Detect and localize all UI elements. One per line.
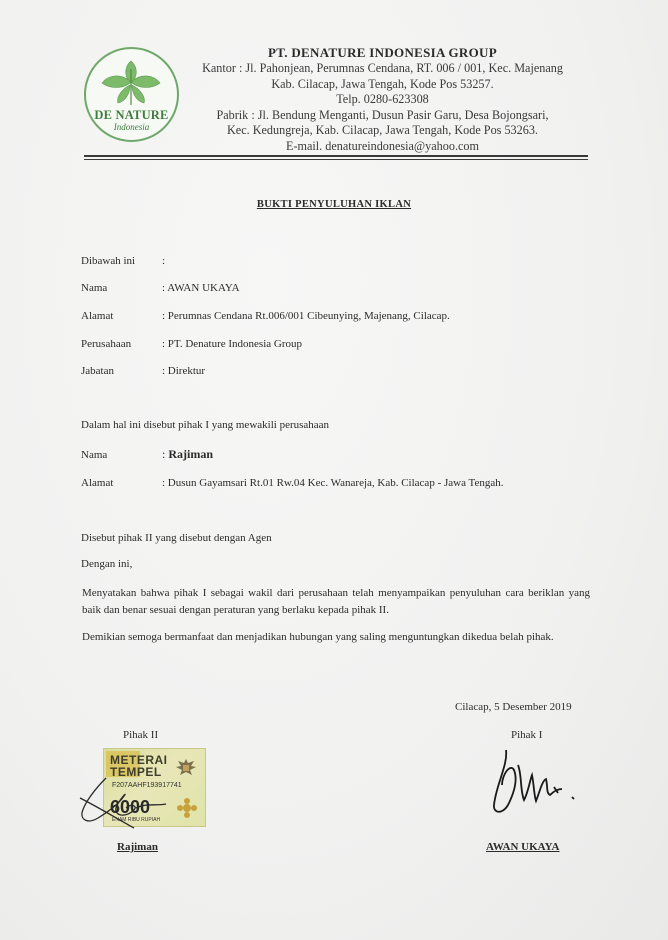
header-divider-thin: [84, 159, 588, 160]
document-title: BUKTI PENYULUHAN IKLAN: [256, 199, 412, 210]
party2-name-label: Nama: [81, 449, 108, 461]
party2-name-colon: :: [162, 447, 169, 461]
party2-address-value: : Dusun Gayamsari Rt.01 Rw.04 Kec. Wanareja, Kab. Cilacap - Jawa Tengah.: [162, 477, 504, 489]
party1-company-value: : PT. Denature Indonesia Group: [162, 338, 303, 350]
party1-position-label: Jabatan: [81, 365, 114, 377]
party1-position-value: : Direktur: [162, 365, 206, 377]
intro-label: Dibawah ini: [81, 255, 136, 267]
header-divider-thick: [84, 155, 588, 157]
factory-address-line2: Kec. Kedungreja, Kab. Cilacap, Jawa Tengah, Kode Pos 53263.: [227, 123, 538, 138]
party1-address-label: Alamat: [81, 310, 114, 322]
logo-subtitle: Indonesia: [113, 122, 150, 132]
right-signature-label: Pihak I: [511, 729, 543, 741]
company-logo: [84, 47, 179, 142]
stamp-subtitle: TEMPEL: [110, 765, 162, 779]
office-address-line1: Kantor : Jl. Pahonjean, Perumnas Cendana, RT. 006 / 001, Kec. Majenang: [202, 61, 563, 75]
intro-colon: :: [162, 255, 166, 267]
party2-name-row: [162, 447, 213, 462]
left-signatory-name: Rajiman: [117, 841, 158, 853]
stamp-amount-words: ENAM RIBU RUPIAH: [112, 817, 161, 823]
party1-address-value: : Perumnas Cendana Rt.006/001 Cibeunying, Majenang, Cilacap.: [162, 310, 450, 322]
right-signatory-name: AWAN UKAYA: [486, 841, 560, 853]
party2-name-value: Rajiman: [168, 447, 214, 461]
stamp-serial: F207AAHF193917741: [112, 782, 182, 789]
place-date: Cilacap, 5 Desember 2019: [455, 701, 572, 713]
rajiman-signature: [76, 758, 206, 833]
company-name: PT. DENATURE INDONESIA GROUP: [268, 45, 497, 60]
stamp-title: METERAI: [110, 753, 168, 767]
factory-address-line1: Pabrik : Jl. Bendung Menganti, Dusun Pasir Garu, Desa Bojongsari,: [216, 107, 549, 122]
party1-note: Dalam hal ini disebut pihak I yang mewakili perusahaan: [81, 419, 330, 431]
awan-ukaya-signature: [488, 745, 588, 820]
party1-company-label: Perusahaan: [81, 338, 132, 350]
statement-paragraph: Menyatakan bahwa pihak I sebagai wakil dari perusahaan telah menyampaikan penyuluhan cara beriklan yang baik dan benar sesuai dengan peraturan yang berlaku kepada pihak II.: [82, 587, 590, 616]
party1-name-value: : AWAN UKAYA: [162, 282, 240, 294]
party2-note: Disebut pihak II yang disebut dengan Agen: [81, 532, 272, 544]
party2-address-label: Alamat: [81, 477, 114, 489]
party1-name-label: Nama: [81, 282, 108, 294]
closing-paragraph: Demikian semoga bermanfaat dan menjadikan hubungan yang saling menguntungkan dikedua belah pihak.: [82, 631, 554, 643]
letterhead: [180, 44, 585, 155]
phone-number: Telp. 0280-623308: [336, 92, 429, 107]
left-signature-label: Pihak II: [123, 729, 159, 741]
email-address: E-mail. denatureindonesia@yahoo.com: [286, 138, 479, 153]
opening-line: Dengan ini,: [81, 558, 133, 570]
logo-name: DE NATURE: [94, 108, 169, 122]
office-address-line2: Kab. Cilacap, Jawa Tengah, Kode Pos 53257.: [271, 76, 494, 91]
stamp-amount: 6000: [110, 797, 151, 817]
